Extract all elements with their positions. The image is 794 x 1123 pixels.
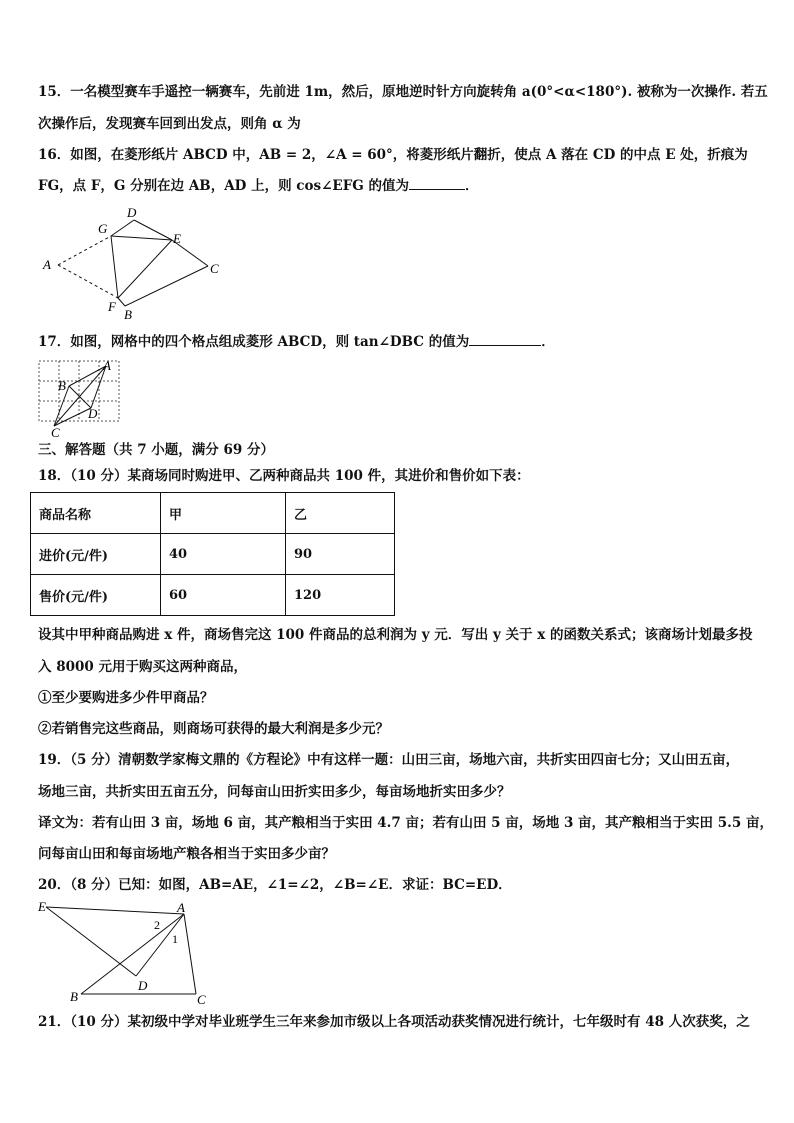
q18-intro: 18．（10 分）某商场同时购进甲、乙两种商品共 100 件，其进价和售价如下表： [38,468,530,484]
label-G: G [98,221,108,236]
label-B: B [58,378,66,393]
label-C: C [51,425,60,438]
label-F: F [108,299,116,314]
table-cell: 甲 [161,493,286,534]
table-cell: 90 [286,534,395,575]
table-cell: 商品名称 [31,493,161,534]
label-E: E [38,899,46,914]
price-table [30,492,395,616]
q17-line1-text: 17．如图，网格中的四个格点组成菱形 ABCD，则 tan∠DBC 的值为 [38,334,470,350]
section-heading: 三、解答题（共 7 小题，满分 69 分） [38,442,274,458]
table-cell: 40 [161,534,286,575]
table-cell: 120 [286,575,395,616]
label-B: B [124,307,132,321]
q15-line1: 15．一名模型赛车手遥控一辆赛车，先前进 1m，然后，原地逆时针方向旋转角 a(0°<α<180°). 被称为一次操作. 若五 [38,84,768,100]
q18-sub2: ②若销售完这些商品，则商场可获得的最大利润是多少元？ [38,721,389,737]
label-C: C [210,261,219,276]
q20-figure [36,898,216,1006]
q17-line1 [38,333,555,351]
q18-para1: 设其中甲种商品购进 x 件，商场售完这 100 件商品的总利润为 y 元．写出 y 关于 x 的函数关系式；该商场计划最多投 [38,627,753,643]
table-row [31,534,395,575]
q16-figure [38,203,228,321]
q18-para2: 入 8000 元用于购买这两种商品， [38,659,247,675]
table-cell: 乙 [286,493,395,534]
label-D: D [127,205,137,220]
label-C: C [197,992,206,1006]
q21-line1: 21．（10 分）某初级中学对毕业班学生三年来参加市级以上各项活动获奖情况进行统计，七年级时有 48 人次获奖，之 [38,1014,750,1030]
table-cell: 60 [161,575,286,616]
table-row [31,575,395,616]
answer-blank [469,333,541,346]
q19-line1: 19．（5 分）清朝数学家梅文鼎的《方程论》中有这样一题：山田三亩，场地六亩，共折实田四亩七分；又山田五亩， [38,752,740,768]
table-cell: 进价(元/件) [31,534,161,575]
label-B: B [70,989,78,1004]
label-D: D [88,406,98,421]
q20-line1: 20．（8 分）已知：如图，AB=AE，∠1=∠2，∠B=∠E．求证：BC=ED． [38,877,512,893]
q17-grid-figure [36,358,122,438]
table-row [31,493,395,534]
label-A: A [43,257,51,272]
angle-2-label: 2 [154,918,160,932]
label-A: A [103,358,111,373]
q15-line2: 次操作后，发现赛车回到出发点，则角 α 为 [38,116,301,132]
q19-line4: 问每亩山田和每亩场地产粮各相当于实田多少亩？ [38,846,335,862]
q19-line3: 译文为：若有山田 3 亩，场地 6 亩，其产粮相当于实田 4.7 亩；若有山田 5 亩，场地 3 亩，其产粮相当于实田 5.5 亩， [38,815,773,831]
angle-1-label: 1 [172,932,178,946]
q16-line2-end: ． [465,178,479,194]
q17-line1-end: ． [541,334,555,350]
label-E: E [173,231,181,246]
q18-sub1: ①至少要购进多少件甲商品？ [38,690,214,706]
label-D: D [138,978,148,993]
q16-line1: 16．如图，在菱形纸片 ABCD 中，AB = 2，∠A = 60°，将菱形纸片翻折，使点 A 落在 CD 的中点 E 处，折痕为 [38,147,748,163]
answer-blank [409,177,465,190]
q16-line2 [38,177,479,195]
label-A: A [177,900,185,915]
q19-line2: 场地三亩，共折实田五亩五分，问每亩山田折实田多少，每亩场地折实田多少？ [38,784,511,800]
table-cell: 售价(元/件) [31,575,161,616]
q16-line2-text: FG，点 F，G 分别在边 AB，AD 上，则 cos∠EFG 的值为 [38,178,410,194]
